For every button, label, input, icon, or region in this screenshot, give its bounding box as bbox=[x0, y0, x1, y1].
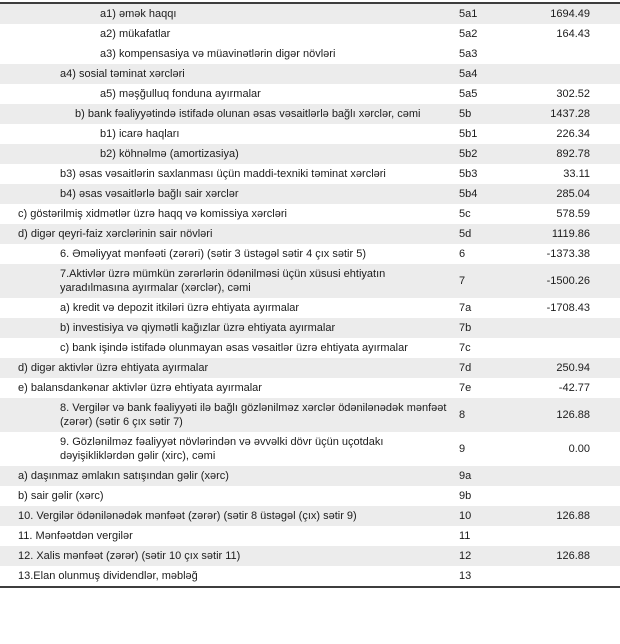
row-label: b4) əsas vəsaitlərlə bağlı sair xərclər bbox=[60, 188, 239, 200]
row-code: 5a2 bbox=[459, 28, 478, 40]
row-code: 7d bbox=[459, 362, 472, 374]
table-row bbox=[0, 104, 620, 124]
row-code: 5b4 bbox=[459, 188, 478, 200]
row-label: a4) sosial təminat xərcləri bbox=[60, 68, 185, 80]
table-row bbox=[0, 64, 620, 84]
row-label: a) daşınmaz əmlakın satışından gəlir (xərc) bbox=[18, 470, 229, 482]
row-value bbox=[525, 566, 620, 587]
row-value: -1708.43 bbox=[546, 302, 590, 314]
row-value: 164.43 bbox=[556, 28, 590, 40]
row-label: 6. Əməliyyat mənfəəti (zərəri) (sətir 3 üstəgəl sətir 4 çıx sətir 5) bbox=[60, 248, 366, 260]
row-label: b) investisiya və qiymətli kağızlar üzrə ehtiyata ayırmalar bbox=[60, 322, 336, 334]
table-row bbox=[0, 398, 620, 432]
row-label: b2) köhnəlmə (amortizasiya) bbox=[100, 148, 239, 160]
table-row bbox=[0, 144, 620, 164]
row-label: a) kredit və depozit itkiləri üzrə ehtiyata ayırmalar bbox=[60, 302, 300, 314]
row-value: 126.88 bbox=[556, 550, 590, 562]
table-row bbox=[0, 3, 620, 24]
table-row bbox=[0, 338, 620, 358]
row-label: b3) əsas vəsaitlərin saxlanması üçün maddi-texniki təminat xərcləri bbox=[60, 168, 386, 180]
row-value: -1500.26 bbox=[546, 275, 590, 287]
row-code: 5a1 bbox=[459, 8, 478, 20]
row-value bbox=[525, 64, 620, 84]
table-row bbox=[0, 378, 620, 398]
row-code: 10 bbox=[459, 510, 472, 522]
row-value: 0.00 bbox=[568, 443, 590, 455]
row-value: 892.78 bbox=[556, 148, 590, 160]
row-code: 8 bbox=[459, 409, 466, 421]
row-value bbox=[525, 526, 620, 546]
row-code: 5b bbox=[459, 108, 472, 120]
row-code: 7c bbox=[459, 342, 471, 354]
row-label: 7.Aktivlər üzrə mümkün zərərlərin ödənilməsi üçün xüsusi ehtiyatın yaradılmasına ayırmalar (xərclər), cəmi bbox=[60, 268, 386, 294]
row-code: 7e bbox=[459, 382, 472, 394]
row-code: 7b bbox=[459, 322, 472, 334]
row-label: 13.Elan olunmuş dividendlər, məbləğ bbox=[18, 570, 198, 582]
row-code: 6 bbox=[459, 248, 466, 260]
row-value: 226.34 bbox=[556, 128, 590, 140]
row-code: 12 bbox=[459, 550, 472, 562]
row-value bbox=[525, 318, 620, 338]
row-value: 302.52 bbox=[556, 88, 590, 100]
table-row bbox=[0, 358, 620, 378]
row-label: a5) məşğulluq fonduna ayırmalar bbox=[100, 88, 261, 100]
row-code: 5b1 bbox=[459, 128, 478, 140]
row-value: 285.04 bbox=[556, 188, 590, 200]
table-row bbox=[0, 264, 620, 298]
table-row bbox=[0, 318, 620, 338]
table-row bbox=[0, 298, 620, 318]
row-value: 1119.86 bbox=[551, 228, 590, 240]
table-row bbox=[0, 224, 620, 244]
row-label: b1) icarə haqları bbox=[100, 128, 180, 140]
row-value bbox=[525, 466, 620, 486]
table-row bbox=[0, 432, 620, 466]
table-body bbox=[0, 3, 620, 587]
table-row bbox=[0, 204, 620, 224]
table-row bbox=[0, 566, 620, 587]
row-value bbox=[525, 338, 620, 358]
row-label: 10. Vergilər ödənilənədək mənfəət (zərər) (sətir 8 üstəgəl (çıx) sətir 9) bbox=[18, 510, 357, 522]
table-row bbox=[0, 84, 620, 104]
table-row bbox=[0, 526, 620, 546]
table-row bbox=[0, 506, 620, 526]
row-value: 578.59 bbox=[556, 208, 590, 220]
row-value: -42.77 bbox=[558, 382, 590, 394]
row-value: 126.88 bbox=[556, 510, 590, 522]
row-label: d) digər qeyri-faiz xərclərinin sair növləri bbox=[18, 228, 213, 240]
row-label: 9. Gözlənilməz fəaliyyət növlərindən və əvvəlki dövr üçün uçotdakı dəyişikliklərdən gəlir (xirc), cəmi bbox=[60, 436, 384, 462]
row-code: 7 bbox=[459, 275, 466, 287]
table-row bbox=[0, 466, 620, 486]
row-code: 13 bbox=[459, 570, 472, 582]
table-row bbox=[0, 184, 620, 204]
row-code: 9 bbox=[459, 443, 466, 455]
row-code: 9a bbox=[459, 470, 472, 482]
row-code: 5b3 bbox=[459, 168, 478, 180]
row-code: 5c bbox=[459, 208, 471, 220]
row-label: a2) mükafatlar bbox=[100, 28, 171, 40]
row-code: 9b bbox=[459, 490, 472, 502]
row-code: 5a4 bbox=[459, 68, 478, 80]
row-code: 7a bbox=[459, 302, 472, 314]
row-code: 11 bbox=[459, 530, 471, 542]
table-row bbox=[0, 44, 620, 64]
row-value bbox=[525, 486, 620, 506]
row-label: c) bank işində istifadə olunmayan əsas vəsaitlər üzrə ehtiyata ayırmalar bbox=[60, 342, 408, 354]
row-value: 126.88 bbox=[556, 409, 590, 421]
row-value bbox=[525, 44, 620, 64]
row-label: b) bank fəaliyyətində istifadə olunan əsas vəsaitlərlə bağlı xərclər, cəmi bbox=[75, 108, 421, 120]
row-label: a1) əmək haqqı bbox=[100, 8, 177, 20]
row-code: 5a3 bbox=[459, 48, 478, 60]
row-value: 1437.28 bbox=[550, 108, 590, 120]
row-label: d) digər aktivlər üzrə ehtiyata ayırmalar bbox=[18, 362, 209, 374]
row-label: 8. Vergilər və bank fəaliyyəti ilə bağlı gözlənilməz xərclər ödənilənədək mənfəət (zərər) (sətir 6 çıx sətir 7) bbox=[60, 402, 447, 428]
table-row bbox=[0, 24, 620, 44]
row-code: 5b2 bbox=[459, 148, 478, 160]
row-label: 11. Mənfəətdən vergilər bbox=[18, 530, 133, 542]
table-row bbox=[0, 486, 620, 506]
row-label: e) balansdankənar aktivlər üzrə ehtiyata ayırmalar bbox=[18, 382, 262, 394]
row-code: 5a5 bbox=[459, 88, 478, 100]
row-value: 250.94 bbox=[556, 362, 590, 374]
row-value: 33.11 bbox=[563, 168, 590, 180]
row-label: 12. Xalis mənfəət (zərər) (sətir 10 çıx sətir 11) bbox=[18, 550, 241, 562]
table-row bbox=[0, 164, 620, 184]
row-label: c) göstərilmiş xidmətlər üzrə haqq və komissiya xərcləri bbox=[18, 208, 287, 220]
table-row bbox=[0, 244, 620, 264]
row-code: 5d bbox=[459, 228, 472, 240]
row-value: -1373.38 bbox=[546, 248, 590, 260]
row-label: a3) kompensasiya və müavinətlərin digər növləri bbox=[100, 48, 336, 60]
row-value: 1694.49 bbox=[550, 8, 590, 20]
row-label: b) sair gəlir (xərc) bbox=[18, 490, 104, 502]
profit-loss-table bbox=[0, 2, 620, 588]
table-row bbox=[0, 124, 620, 144]
table-row bbox=[0, 546, 620, 566]
